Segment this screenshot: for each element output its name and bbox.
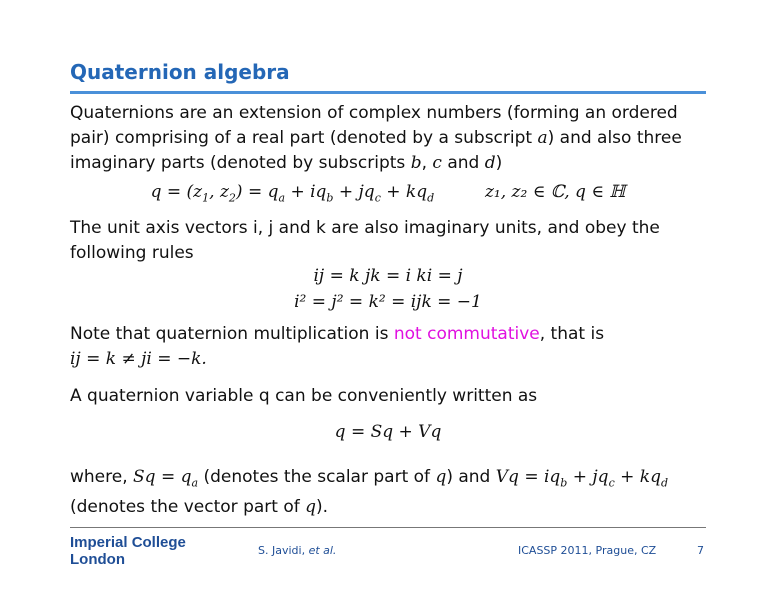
title-underline <box>70 91 706 94</box>
intro-text: , <box>421 153 433 173</box>
eq-sub: d <box>660 476 669 490</box>
eq-sub: 1 <box>202 191 210 205</box>
rules-equation-1: ij = k jk = i ki = j <box>313 266 463 286</box>
intro-text: ) and also three <box>547 128 682 148</box>
unit-line-2: following rules <box>70 243 194 263</box>
unit-line-1: The unit axis vectors i, j and k are also imaginary units, and obey the <box>70 218 660 238</box>
math-q: q <box>305 497 317 518</box>
eq-part: + kq <box>380 182 428 202</box>
where-text: where, <box>70 467 134 487</box>
eq-part: , z <box>209 182 229 202</box>
math-c: c <box>432 153 442 173</box>
rules-equation-2: i² = j² = k² = ijk = −1 <box>294 292 482 312</box>
intro-line-2 <box>70 126 710 151</box>
eq-sub: b <box>560 476 568 490</box>
where-line-1 <box>70 465 710 495</box>
eq-sub: 2 <box>228 191 236 205</box>
author-name: S. Javidi, <box>258 544 309 557</box>
eq-sub: a <box>191 476 199 490</box>
intro-text: ) <box>495 153 503 173</box>
quaternion-definition-equation <box>0 182 776 204</box>
eq-sub: b <box>326 191 334 205</box>
logo-line-2: London <box>70 551 125 568</box>
where-line-2 <box>70 495 710 520</box>
unit-vectors-paragraph <box>70 216 710 266</box>
conference-label: ICASSP 2011, Prague, CZ <box>518 544 657 557</box>
page-number: 7 <box>697 544 704 557</box>
eq-sub: c <box>374 191 381 205</box>
intro-line-1: Quaternions are an extension of complex numbers (forming an ordered <box>70 103 678 123</box>
where-paragraph <box>70 465 710 520</box>
scalar-vector-equation: q = Sq + Vq <box>334 422 442 442</box>
eq-domain: z₁, z₂ ∈ ℂ, q ∈ ℍ <box>484 182 626 202</box>
intro-line-3 <box>70 151 710 176</box>
note-line-1 <box>70 322 710 347</box>
where-text: (denotes the scalar part of <box>198 467 436 487</box>
where-text: ) and <box>446 467 496 487</box>
variable-paragraph: A quaternion variable q can be conveniently written as <box>70 386 538 406</box>
eq-sub: a <box>278 191 286 205</box>
math-d: d <box>484 153 496 173</box>
vq-eq: + jq <box>567 467 609 487</box>
eq-part: q = (z <box>150 182 203 202</box>
eq-part: ) = q <box>235 182 279 202</box>
slide-title: Quaternion algebra <box>70 60 290 84</box>
math-a: a <box>537 128 548 148</box>
logo-line-1: Imperial College <box>70 534 186 551</box>
imperial-college-logo <box>70 534 186 568</box>
note-paragraph <box>70 322 710 372</box>
author-label <box>258 544 336 557</box>
intro-text: and <box>441 153 485 173</box>
vq-eq: Vq = iq <box>495 467 561 487</box>
highlighted-text: not commutative <box>393 324 540 344</box>
where-text: ). <box>316 497 329 518</box>
sq-eq: Sq = q <box>133 467 192 487</box>
note-text: , that is <box>539 324 605 344</box>
intro-paragraph <box>70 101 710 176</box>
eq-part: + jq <box>333 182 375 202</box>
noncommutative-equation: ij = k ≠ ji = −k. <box>70 349 207 369</box>
math-b: b <box>410 153 422 173</box>
vq-eq: + kq <box>614 467 661 487</box>
author-etal: et al. <box>308 544 337 557</box>
note-text: Note that quaternion multiplication is <box>70 324 394 344</box>
intro-text: imaginary parts (denoted by subscripts <box>70 153 411 173</box>
eq-sub: d <box>427 191 435 205</box>
intro-text: pair) comprising of a real part (denoted by a subscript <box>70 128 538 148</box>
math-q: q <box>435 467 447 487</box>
footer-divider <box>70 527 706 528</box>
eq-part: + iq <box>285 182 327 202</box>
eq-sub: c <box>608 476 615 490</box>
where-text: (denotes the vector part of <box>70 497 306 518</box>
